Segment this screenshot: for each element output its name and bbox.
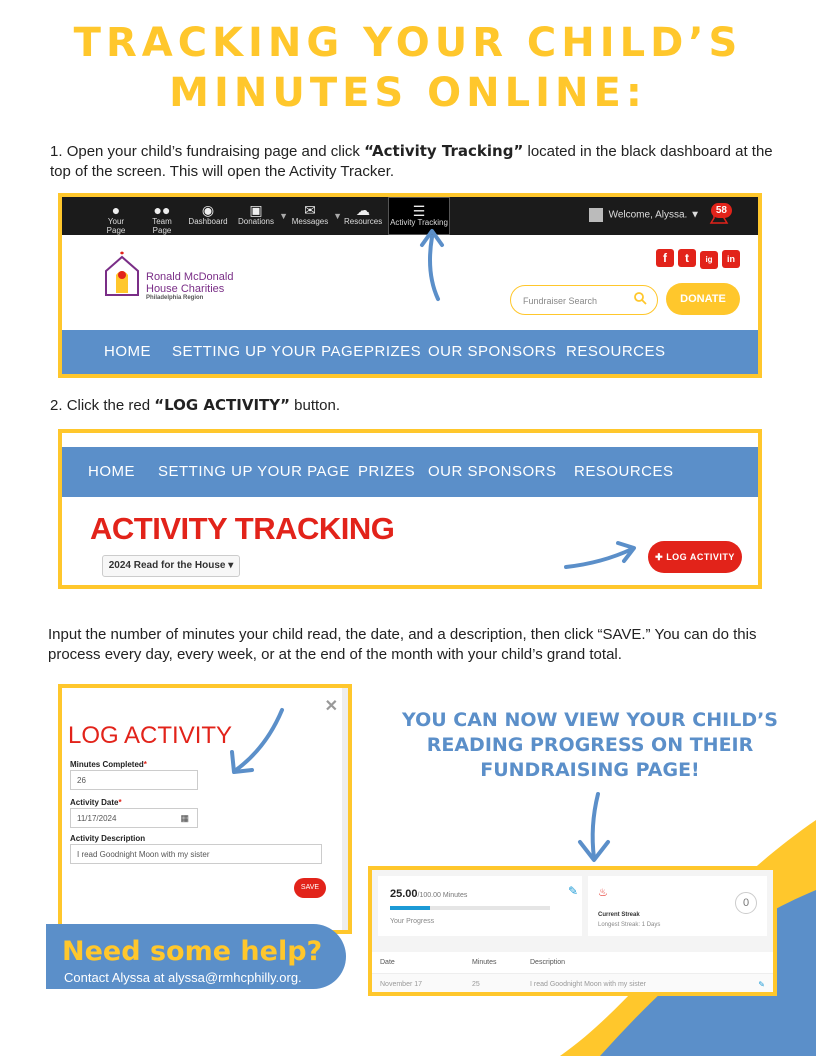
- social-links: [652, 249, 740, 269]
- facebook-icon[interactable]: f: [656, 249, 674, 267]
- step-text: Input the number of minutes your child read, the date, and a description, then click “SAVE.” You can do this process every day, every week, or at the end of the month with your child’s grand total.: [48, 626, 757, 663]
- step-emphasis: “Activity Tracking”: [364, 142, 524, 160]
- step-3-instruction: [48, 625, 778, 665]
- help-contact: Contact Alyssa at alyssa@rmhcphilly.org.: [64, 970, 302, 985]
- arrow-right-indicator: [562, 533, 642, 573]
- step-number: 2.: [50, 397, 63, 414]
- nav-home[interactable]: HOME: [104, 343, 151, 360]
- description-label: Activity Description: [70, 834, 146, 843]
- linkedin-icon[interactable]: in: [722, 250, 740, 268]
- dash-activity-tracking[interactable]: ☰ Activity Tracking: [388, 197, 450, 235]
- activity-tracking-heading: ACTIVITY TRACKING: [90, 511, 395, 546]
- progress-screenshot: [368, 866, 777, 996]
- progress-bar: [390, 906, 550, 910]
- step-text: button.: [289, 397, 341, 414]
- page-title: [0, 18, 816, 118]
- nav-setting-up[interactable]: SETTING UP YOUR PAGE: [172, 343, 364, 360]
- nav-sponsors[interactable]: OUR SPONSORS: [428, 463, 557, 480]
- table-header: Date Minutes Description: [372, 952, 773, 974]
- instagram-icon[interactable]: ig: [700, 251, 718, 269]
- modal-scrollbar[interactable]: [342, 688, 348, 930]
- rmhc-logo: [102, 249, 234, 304]
- list-icon: ☰: [412, 203, 426, 219]
- main-nav: [62, 330, 758, 374]
- main-nav: [62, 447, 758, 497]
- modal-title: LOG ACTIVITY: [68, 722, 233, 749]
- calendar-icon[interactable]: ▦: [180, 813, 189, 823]
- house-logo-icon: [102, 249, 142, 299]
- fundraiser-search-input[interactable]: Fundraiser Search: [510, 285, 658, 315]
- donate-button[interactable]: DONATE: [666, 283, 740, 315]
- table-row: November 17 25 I read Goodnight Moon with my sister ✎: [372, 974, 773, 996]
- date-field[interactable]: 11/17/2024 ▦: [70, 808, 198, 828]
- dash-dashboard[interactable]: ◉ Dashboard: [188, 197, 228, 235]
- dash-your-page[interactable]: ● Your Page: [98, 197, 134, 235]
- gift-icon: ▣: [249, 202, 263, 218]
- search-icon: [633, 291, 647, 305]
- logo-text-line: Philadelphia Region: [146, 295, 204, 301]
- minutes-label: Minutes Completed*: [70, 760, 147, 769]
- flame-icon: ♨: [598, 887, 608, 899]
- cloud-download-icon: ☁: [356, 202, 370, 218]
- streak-label: Current Streak: [598, 912, 640, 918]
- arrow-down-left-indicator: [222, 704, 292, 784]
- caret-down-icon: ▼: [279, 211, 288, 221]
- progress-value: 25.00/100.00 Minutes: [390, 888, 468, 900]
- nav-home[interactable]: HOME: [88, 463, 135, 480]
- description-field[interactable]: I read Goodnight Moon with my sister: [70, 844, 322, 864]
- minutes-field[interactable]: 26: [70, 770, 198, 790]
- progress-bar-fill: [390, 906, 430, 910]
- progress-label: Your Progress: [390, 918, 435, 925]
- title-line-2: MINUTES ONLINE:: [169, 70, 647, 116]
- step-emphasis: “LOG ACTIVITY”: [154, 396, 290, 414]
- date-label: Activity Date*: [70, 798, 122, 807]
- pencil-icon[interactable]: ✎: [568, 884, 579, 898]
- nav-prizes[interactable]: PRIZES: [364, 343, 422, 360]
- season-select[interactable]: 2024 Read for the House ▾: [102, 555, 240, 577]
- arrow-up-indicator: [408, 223, 458, 303]
- progress-card: [378, 876, 582, 936]
- progress-callout: YOU CAN NOW VIEW YOUR CHILD’S READING PROGRESS ON THEIR FUNDRAISING PAGE!: [402, 709, 778, 781]
- gauge-icon: ◉: [201, 202, 215, 218]
- dashboard-screenshot: [58, 193, 762, 378]
- dash-resources[interactable]: ☁ Resources: [344, 197, 382, 235]
- dash-messages[interactable]: ✉ Messages ▼: [290, 197, 330, 235]
- caret-down-icon: ▼: [333, 211, 342, 221]
- nav-resources[interactable]: RESOURCES: [574, 463, 674, 480]
- nav-setting-up[interactable]: SETTING UP YOUR PAGE: [158, 463, 350, 480]
- step-text: Click the red: [66, 397, 155, 414]
- arrow-down-indicator: [570, 790, 620, 866]
- step-1-instruction: [50, 141, 780, 182]
- close-icon[interactable]: ✕: [324, 698, 338, 715]
- step-2-instruction: [50, 395, 780, 416]
- title-line-1: TRACKING YOUR CHILD’S: [73, 20, 743, 66]
- streak-count: 0: [735, 892, 757, 914]
- step-text: located in the black dashboard at the top of the screen. This will open the Activity Tracker.: [50, 143, 773, 180]
- plus-icon: ✚: [655, 552, 664, 562]
- longest-streak: Longest Streak: 1 Days: [598, 922, 661, 928]
- logo-text-line: House Charities: [146, 283, 225, 295]
- edit-icon[interactable]: ✎: [758, 980, 765, 989]
- welcome-menu[interactable]: Welcome, Alyssa. ▼: [589, 208, 700, 222]
- logo-text-line: Ronald McDonald: [146, 271, 234, 283]
- avatar: [589, 208, 603, 222]
- streak-card: [588, 876, 767, 936]
- log-activity-button[interactable]: ✚ LOG ACTIVITY: [648, 541, 742, 573]
- nav-resources[interactable]: RESOURCES: [566, 343, 666, 360]
- user-icon: ●: [111, 202, 121, 218]
- log-activity-modal: [58, 684, 352, 934]
- nav-sponsors[interactable]: OUR SPONSORS: [428, 343, 557, 360]
- dash-team-page[interactable]: ●● Team Page: [142, 197, 182, 235]
- dash-donations[interactable]: ▣ Donations ▼: [236, 197, 276, 235]
- help-title: Need some help?: [62, 936, 323, 967]
- notification-badge: 58: [711, 203, 732, 218]
- nav-prizes[interactable]: PRIZES: [358, 463, 416, 480]
- envelope-icon: ✉: [304, 202, 316, 218]
- twitter-icon[interactable]: t: [678, 249, 696, 267]
- step-text: Open your child’s fundraising page and click: [66, 143, 365, 160]
- activity-tracking-screenshot: [58, 429, 762, 589]
- team-icon: ●●: [153, 202, 171, 218]
- save-button[interactable]: SAVE: [294, 878, 326, 898]
- step-number: 1.: [50, 143, 63, 160]
